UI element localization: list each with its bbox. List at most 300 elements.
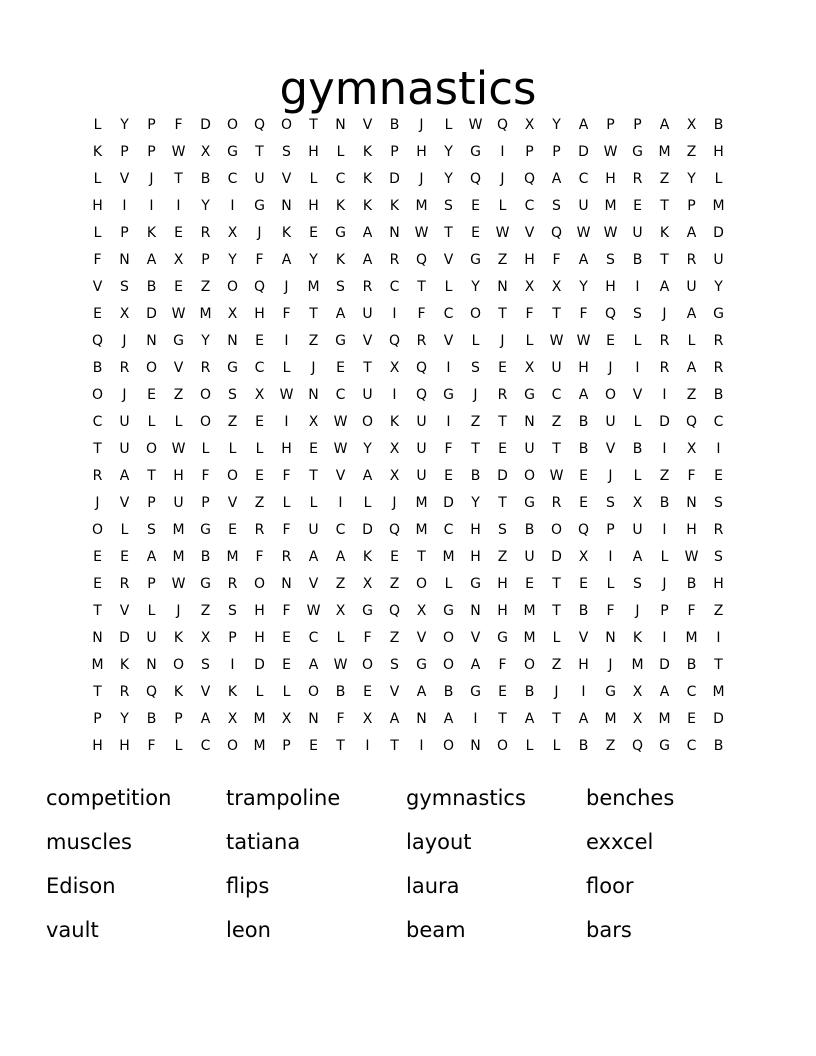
grid-cell[interactable]: Z xyxy=(497,252,508,268)
grid-cell[interactable]: U xyxy=(578,198,589,214)
grid-cell[interactable]: P xyxy=(525,144,534,160)
grid-cell[interactable]: P xyxy=(120,225,129,241)
grid-cell[interactable]: W xyxy=(549,333,564,349)
grid-cell[interactable]: L xyxy=(606,576,615,592)
grid-cell[interactable]: S xyxy=(444,198,453,214)
grid-cell[interactable]: T xyxy=(660,198,669,214)
grid-cell[interactable]: G xyxy=(659,738,670,754)
grid-cell[interactable]: T xyxy=(174,171,183,187)
grid-cell[interactable]: K xyxy=(389,198,400,214)
grid-cell[interactable]: L xyxy=(255,441,264,457)
grid-cell[interactable]: J xyxy=(500,171,505,187)
grid-cell[interactable]: Q xyxy=(469,171,482,187)
grid-cell[interactable]: K xyxy=(632,630,643,646)
grid-cell[interactable]: F xyxy=(606,603,615,619)
grid-cell[interactable]: H xyxy=(713,144,724,160)
grid-cell[interactable]: L xyxy=(687,333,696,349)
grid-cell[interactable]: Y xyxy=(471,279,480,295)
grid-cell[interactable]: L xyxy=(174,738,183,754)
grid-cell[interactable]: K xyxy=(659,225,670,241)
grid-cell[interactable]: J xyxy=(662,306,667,322)
grid-cell[interactable]: O xyxy=(415,576,428,592)
grid-cell[interactable]: B xyxy=(200,549,211,565)
grid-cell[interactable]: F xyxy=(417,306,426,322)
grid-cell[interactable]: S xyxy=(606,495,615,511)
grid-cell[interactable]: G xyxy=(443,603,454,619)
grid-cell[interactable]: F xyxy=(282,522,291,538)
grid-cell[interactable]: A xyxy=(578,711,589,727)
grid-cell[interactable]: O xyxy=(226,738,239,754)
grid-cell[interactable]: U xyxy=(551,360,562,376)
grid-cell[interactable]: E xyxy=(309,225,318,241)
grid-cell[interactable]: E xyxy=(363,684,372,700)
grid-cell[interactable]: Y xyxy=(120,711,129,727)
grid-cell[interactable]: I xyxy=(662,630,667,646)
grid-cell[interactable]: A xyxy=(362,225,373,241)
grid-cell[interactable]: T xyxy=(498,414,507,430)
grid-cell[interactable]: C xyxy=(443,522,454,538)
grid-cell[interactable]: B xyxy=(470,468,481,484)
grid-cell[interactable]: W xyxy=(171,576,186,592)
grid-cell[interactable]: F xyxy=(363,630,372,646)
grid-cell[interactable]: U xyxy=(713,252,724,268)
grid-cell[interactable]: P xyxy=(552,144,561,160)
grid-cell[interactable]: V xyxy=(227,495,238,511)
grid-cell[interactable]: Z xyxy=(686,387,697,403)
grid-cell[interactable]: F xyxy=(147,738,156,754)
grid-cell[interactable]: A xyxy=(362,252,373,268)
grid-cell[interactable]: B xyxy=(686,657,697,673)
grid-cell[interactable]: N xyxy=(389,225,400,241)
grid-cell[interactable]: I xyxy=(716,630,721,646)
grid-cell[interactable]: V xyxy=(443,333,454,349)
grid-cell[interactable]: F xyxy=(498,657,507,673)
grid-cell[interactable]: F xyxy=(93,252,102,268)
grid-cell[interactable]: K xyxy=(335,198,346,214)
grid-cell[interactable]: R xyxy=(497,387,508,403)
grid-cell[interactable]: Q xyxy=(523,171,536,187)
grid-cell[interactable]: H xyxy=(416,144,427,160)
grid-cell[interactable]: W xyxy=(495,225,510,241)
grid-cell[interactable]: R xyxy=(713,522,724,538)
grid-cell[interactable]: K xyxy=(362,198,373,214)
grid-cell[interactable]: Q xyxy=(145,684,158,700)
grid-cell[interactable]: U xyxy=(632,225,643,241)
grid-cell[interactable]: A xyxy=(686,360,697,376)
grid-cell[interactable]: Y xyxy=(552,117,561,133)
grid-cell[interactable]: E xyxy=(498,684,507,700)
grid-cell[interactable]: W xyxy=(171,441,186,457)
grid-cell[interactable]: N xyxy=(308,387,319,403)
grid-cell[interactable]: P xyxy=(201,495,210,511)
grid-cell[interactable]: X xyxy=(281,711,292,727)
grid-cell[interactable]: R xyxy=(362,279,373,295)
grid-cell[interactable]: X xyxy=(227,306,238,322)
grid-cell[interactable]: J xyxy=(95,495,100,511)
grid-cell[interactable]: O xyxy=(199,387,212,403)
grid-cell[interactable]: W xyxy=(576,333,591,349)
grid-cell[interactable]: J xyxy=(311,360,316,376)
grid-cell[interactable]: S xyxy=(228,603,237,619)
grid-cell[interactable]: S xyxy=(282,144,291,160)
grid-cell[interactable]: G xyxy=(200,522,211,538)
grid-cell[interactable]: V xyxy=(119,603,130,619)
grid-cell[interactable]: V xyxy=(173,360,184,376)
grid-cell[interactable]: R xyxy=(200,360,211,376)
grid-cell[interactable]: T xyxy=(660,252,669,268)
grid-cell[interactable]: O xyxy=(442,738,455,754)
grid-cell[interactable]: O xyxy=(361,657,374,673)
grid-cell[interactable]: R xyxy=(416,333,427,349)
grid-cell[interactable]: P xyxy=(147,144,156,160)
grid-cell[interactable]: T xyxy=(714,657,723,673)
grid-cell[interactable]: L xyxy=(498,198,507,214)
grid-cell[interactable]: M xyxy=(91,657,104,673)
grid-cell[interactable]: M xyxy=(712,684,725,700)
grid-cell[interactable]: X xyxy=(254,387,265,403)
grid-cell[interactable]: K xyxy=(389,414,400,430)
grid-cell[interactable]: C xyxy=(389,279,400,295)
grid-cell[interactable]: Y xyxy=(201,198,210,214)
grid-cell[interactable]: I xyxy=(581,684,586,700)
grid-cell[interactable]: Q xyxy=(685,414,698,430)
grid-cell[interactable]: T xyxy=(93,684,102,700)
grid-cell[interactable]: N xyxy=(146,657,157,673)
grid-cell[interactable]: Y xyxy=(579,279,588,295)
grid-cell[interactable]: E xyxy=(255,333,264,349)
grid-cell[interactable]: I xyxy=(122,198,127,214)
grid-cell[interactable]: O xyxy=(226,117,239,133)
grid-cell[interactable]: R xyxy=(200,225,211,241)
grid-cell[interactable]: Y xyxy=(228,252,237,268)
grid-cell[interactable]: S xyxy=(120,279,129,295)
grid-cell[interactable]: D xyxy=(497,468,508,484)
grid-cell[interactable]: T xyxy=(390,738,399,754)
grid-cell[interactable]: T xyxy=(255,144,264,160)
grid-cell[interactable]: Y xyxy=(687,171,696,187)
grid-cell[interactable]: E xyxy=(255,414,264,430)
grid-cell[interactable]: H xyxy=(308,198,319,214)
grid-cell[interactable]: J xyxy=(608,657,613,673)
grid-cell[interactable]: L xyxy=(714,171,723,187)
grid-cell[interactable]: N xyxy=(335,117,346,133)
grid-cell[interactable]: H xyxy=(119,738,130,754)
grid-cell[interactable]: Q xyxy=(388,522,401,538)
grid-cell[interactable]: Q xyxy=(415,360,428,376)
grid-cell[interactable]: M xyxy=(685,630,698,646)
grid-cell[interactable]: I xyxy=(662,387,667,403)
grid-cell[interactable]: A xyxy=(335,306,346,322)
grid-cell[interactable]: L xyxy=(363,495,372,511)
grid-cell[interactable]: H xyxy=(497,576,508,592)
grid-cell[interactable]: Y xyxy=(714,279,723,295)
grid-cell[interactable]: B xyxy=(578,441,589,457)
grid-cell[interactable]: M xyxy=(604,711,617,727)
grid-cell[interactable]: U xyxy=(416,468,427,484)
grid-cell[interactable]: F xyxy=(174,117,183,133)
grid-cell[interactable]: B xyxy=(335,684,346,700)
grid-cell[interactable]: N xyxy=(497,279,508,295)
grid-cell[interactable]: G xyxy=(200,576,211,592)
grid-cell[interactable]: E xyxy=(498,360,507,376)
grid-cell[interactable]: H xyxy=(470,522,481,538)
grid-cell[interactable]: T xyxy=(417,279,426,295)
grid-cell[interactable]: A xyxy=(281,252,292,268)
grid-cell[interactable]: G xyxy=(470,144,481,160)
grid-cell[interactable]: M xyxy=(523,630,536,646)
grid-cell[interactable]: L xyxy=(93,171,102,187)
grid-cell[interactable]: Q xyxy=(253,279,266,295)
grid-cell[interactable]: V xyxy=(443,252,454,268)
grid-cell[interactable]: I xyxy=(284,414,289,430)
grid-cell[interactable]: T xyxy=(147,468,156,484)
grid-cell[interactable]: T xyxy=(417,549,426,565)
grid-cell[interactable]: P xyxy=(201,252,210,268)
grid-cell[interactable]: H xyxy=(254,630,265,646)
grid-cell[interactable]: U xyxy=(119,414,130,430)
grid-cell[interactable]: V xyxy=(335,468,346,484)
grid-cell[interactable]: J xyxy=(500,333,505,349)
grid-cell[interactable]: F xyxy=(336,711,345,727)
grid-cell[interactable]: X xyxy=(227,225,238,241)
grid-cell[interactable]: K xyxy=(362,144,373,160)
grid-cell[interactable]: X xyxy=(362,711,373,727)
grid-cell[interactable]: O xyxy=(226,279,239,295)
grid-cell[interactable]: C xyxy=(308,630,319,646)
grid-cell[interactable]: W xyxy=(333,414,348,430)
grid-cell[interactable]: X xyxy=(524,117,535,133)
grid-cell[interactable]: W xyxy=(171,306,186,322)
grid-cell[interactable]: H xyxy=(254,603,265,619)
grid-cell[interactable]: T xyxy=(309,306,318,322)
grid-cell[interactable]: T xyxy=(444,225,453,241)
grid-cell[interactable]: E xyxy=(93,576,102,592)
grid-cell[interactable]: R xyxy=(92,468,103,484)
grid-cell[interactable]: L xyxy=(525,333,534,349)
grid-cell[interactable]: F xyxy=(525,306,534,322)
grid-cell[interactable]: G xyxy=(470,252,481,268)
grid-cell[interactable]: B xyxy=(578,414,589,430)
grid-cell[interactable]: S xyxy=(552,198,561,214)
grid-cell[interactable]: E xyxy=(228,522,237,538)
grid-cell[interactable]: H xyxy=(497,603,508,619)
grid-cell[interactable]: L xyxy=(633,333,642,349)
grid-cell[interactable]: W xyxy=(279,387,294,403)
grid-cell[interactable]: A xyxy=(146,549,157,565)
grid-cell[interactable]: C xyxy=(686,738,697,754)
grid-cell[interactable]: H xyxy=(686,522,697,538)
grid-cell[interactable]: J xyxy=(122,333,127,349)
grid-cell[interactable]: S xyxy=(201,657,210,673)
grid-cell[interactable]: A xyxy=(389,711,400,727)
grid-cell[interactable]: O xyxy=(496,738,509,754)
grid-cell[interactable]: U xyxy=(308,522,319,538)
grid-cell[interactable]: L xyxy=(93,225,102,241)
grid-cell[interactable]: B xyxy=(632,441,643,457)
grid-cell[interactable]: G xyxy=(470,684,481,700)
grid-cell[interactable]: B xyxy=(92,360,103,376)
grid-cell[interactable]: Z xyxy=(497,549,508,565)
grid-cell[interactable]: Q xyxy=(577,522,590,538)
grid-cell[interactable]: W xyxy=(603,225,618,241)
grid-cell[interactable]: D xyxy=(254,657,265,673)
grid-cell[interactable]: X xyxy=(227,711,238,727)
grid-cell[interactable]: G xyxy=(335,333,346,349)
grid-cell[interactable]: Y xyxy=(444,171,453,187)
grid-cell[interactable]: L xyxy=(228,441,237,457)
grid-cell[interactable]: L xyxy=(120,522,129,538)
grid-cell[interactable]: L xyxy=(444,117,453,133)
grid-cell[interactable]: T xyxy=(93,441,102,457)
grid-cell[interactable]: R xyxy=(119,360,130,376)
grid-cell[interactable]: J xyxy=(554,684,559,700)
grid-cell[interactable]: P xyxy=(228,630,237,646)
grid-cell[interactable]: L xyxy=(147,603,156,619)
grid-cell[interactable]: X xyxy=(173,252,184,268)
grid-cell[interactable]: K xyxy=(362,171,373,187)
grid-cell[interactable]: N xyxy=(92,630,103,646)
grid-cell[interactable]: G xyxy=(605,684,616,700)
grid-cell[interactable]: X xyxy=(200,630,211,646)
grid-cell[interactable]: J xyxy=(419,117,424,133)
grid-cell[interactable]: M xyxy=(604,198,617,214)
grid-cell[interactable]: M xyxy=(199,306,212,322)
grid-cell[interactable]: A xyxy=(659,684,670,700)
grid-cell[interactable]: Z xyxy=(551,414,562,430)
grid-cell[interactable]: Z xyxy=(389,576,400,592)
grid-cell[interactable]: X xyxy=(524,360,535,376)
grid-cell[interactable]: X xyxy=(119,306,130,322)
grid-cell[interactable]: A xyxy=(686,225,697,241)
grid-cell[interactable]: M xyxy=(415,522,428,538)
grid-cell[interactable]: H xyxy=(578,657,589,673)
grid-cell[interactable]: D xyxy=(146,306,157,322)
grid-cell[interactable]: U xyxy=(146,630,157,646)
grid-cell[interactable]: G xyxy=(470,576,481,592)
grid-cell[interactable]: Z xyxy=(686,144,697,160)
grid-cell[interactable]: E xyxy=(687,711,696,727)
grid-cell[interactable]: I xyxy=(635,279,640,295)
grid-cell[interactable]: B xyxy=(443,684,454,700)
grid-cell[interactable]: E xyxy=(174,225,183,241)
grid-cell[interactable]: N xyxy=(119,252,130,268)
grid-cell[interactable]: A xyxy=(578,252,589,268)
grid-cell[interactable]: V xyxy=(119,495,130,511)
grid-cell[interactable]: L xyxy=(147,414,156,430)
grid-cell[interactable]: M xyxy=(253,738,266,754)
grid-cell[interactable]: L xyxy=(660,549,669,565)
grid-cell[interactable]: J xyxy=(473,387,478,403)
grid-cell[interactable]: E xyxy=(93,549,102,565)
grid-cell[interactable]: G xyxy=(254,198,265,214)
grid-cell[interactable]: B xyxy=(389,117,400,133)
grid-cell[interactable]: E xyxy=(579,468,588,484)
grid-cell[interactable]: J xyxy=(635,603,640,619)
grid-cell[interactable]: S xyxy=(336,279,345,295)
grid-cell[interactable]: E xyxy=(579,495,588,511)
grid-cell[interactable]: H xyxy=(578,360,589,376)
grid-cell[interactable]: N xyxy=(686,495,697,511)
grid-cell[interactable]: S xyxy=(606,252,615,268)
grid-cell[interactable]: Z xyxy=(470,414,481,430)
grid-cell[interactable]: U xyxy=(416,414,427,430)
grid-cell[interactable]: X xyxy=(551,279,562,295)
grid-cell[interactable]: B xyxy=(146,279,157,295)
letter-grid[interactable] xyxy=(84,112,732,760)
grid-cell[interactable]: S xyxy=(228,387,237,403)
grid-cell[interactable]: P xyxy=(93,711,102,727)
grid-cell[interactable]: V xyxy=(632,387,643,403)
grid-cell[interactable]: M xyxy=(172,522,185,538)
grid-cell[interactable]: F xyxy=(255,252,264,268)
grid-cell[interactable]: G xyxy=(173,333,184,349)
grid-cell[interactable]: P xyxy=(606,117,615,133)
grid-cell[interactable]: E xyxy=(579,576,588,592)
grid-cell[interactable]: Z xyxy=(335,576,346,592)
grid-cell[interactable]: C xyxy=(92,414,103,430)
grid-cell[interactable]: Z xyxy=(389,630,400,646)
grid-cell[interactable]: T xyxy=(552,711,561,727)
grid-cell[interactable]: H xyxy=(605,279,616,295)
grid-cell[interactable]: J xyxy=(149,171,154,187)
grid-cell[interactable]: A xyxy=(686,306,697,322)
grid-cell[interactable]: L xyxy=(633,414,642,430)
grid-cell[interactable]: Y xyxy=(120,117,129,133)
grid-cell[interactable]: I xyxy=(392,387,397,403)
grid-cell[interactable]: O xyxy=(199,414,212,430)
grid-cell[interactable]: T xyxy=(552,603,561,619)
grid-cell[interactable]: B xyxy=(578,738,589,754)
grid-cell[interactable]: P xyxy=(282,738,291,754)
grid-cell[interactable]: Y xyxy=(201,333,210,349)
grid-cell[interactable]: S xyxy=(633,576,642,592)
grid-cell[interactable]: D xyxy=(551,549,562,565)
grid-cell[interactable]: Q xyxy=(415,387,428,403)
grid-cell[interactable]: M xyxy=(523,603,536,619)
grid-cell[interactable]: H xyxy=(713,576,724,592)
grid-cell[interactable]: A xyxy=(335,549,346,565)
grid-cell[interactable]: S xyxy=(633,306,642,322)
grid-cell[interactable]: A xyxy=(551,171,562,187)
grid-cell[interactable]: W xyxy=(549,468,564,484)
grid-cell[interactable]: W xyxy=(333,657,348,673)
grid-cell[interactable]: E xyxy=(309,441,318,457)
grid-cell[interactable]: B xyxy=(713,738,724,754)
grid-cell[interactable]: K xyxy=(362,549,373,565)
grid-cell[interactable]: M xyxy=(712,198,725,214)
grid-cell[interactable]: B xyxy=(578,603,589,619)
grid-cell[interactable]: T xyxy=(552,441,561,457)
grid-cell[interactable]: C xyxy=(443,306,454,322)
grid-cell[interactable]: Q xyxy=(388,333,401,349)
grid-cell[interactable]: U xyxy=(632,522,643,538)
grid-cell[interactable]: F xyxy=(282,603,291,619)
grid-cell[interactable]: L xyxy=(633,468,642,484)
grid-cell[interactable]: A xyxy=(308,549,319,565)
grid-cell[interactable]: M xyxy=(658,144,671,160)
grid-cell[interactable]: N xyxy=(416,711,427,727)
grid-cell[interactable]: I xyxy=(635,360,640,376)
grid-cell[interactable]: W xyxy=(414,225,429,241)
grid-cell[interactable]: P xyxy=(687,198,696,214)
grid-cell[interactable]: X xyxy=(416,603,427,619)
grid-cell[interactable]: X xyxy=(308,414,319,430)
grid-cell[interactable]: V xyxy=(308,576,319,592)
grid-cell[interactable]: Q xyxy=(496,117,509,133)
grid-cell[interactable]: A xyxy=(470,657,481,673)
grid-cell[interactable]: D xyxy=(578,144,589,160)
grid-cell[interactable]: E xyxy=(282,630,291,646)
